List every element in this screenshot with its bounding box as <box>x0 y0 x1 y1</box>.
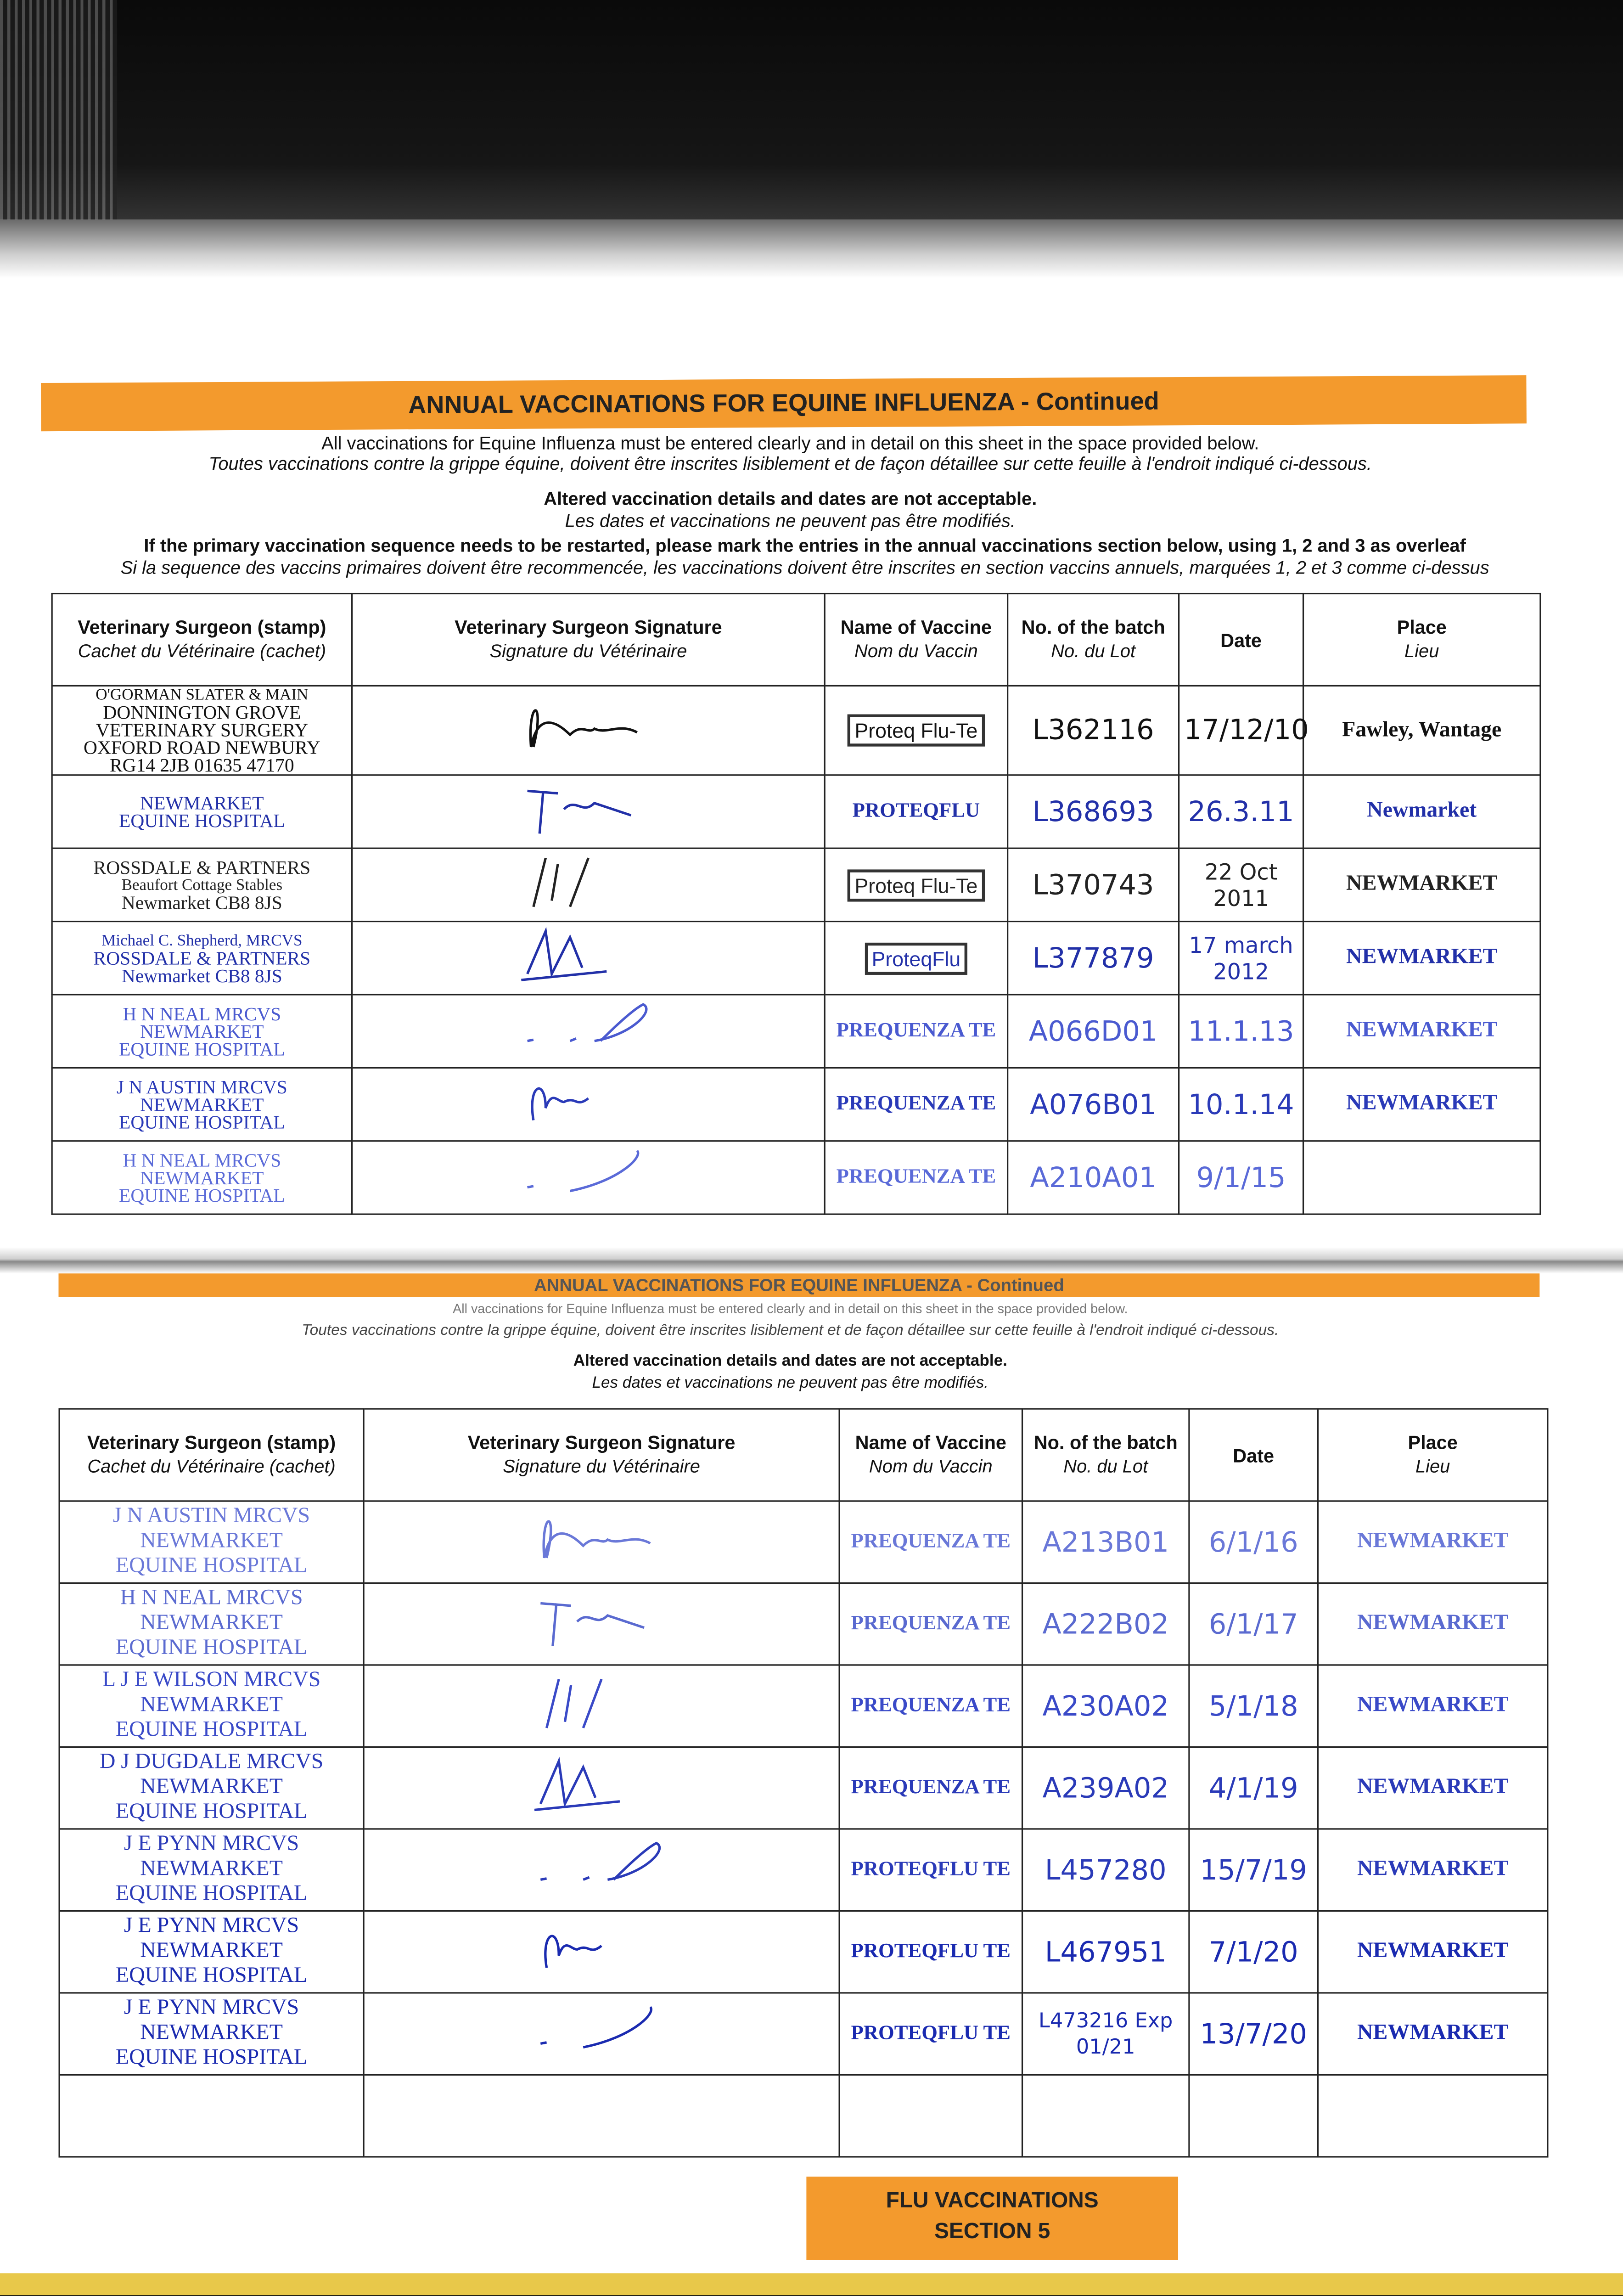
vet-stamp <box>52 1141 352 1214</box>
vaccine-name <box>825 995 1007 1068</box>
table-row <box>52 848 1540 921</box>
vet-stamp <box>52 775 352 848</box>
vaccination-place: NEWMARKET <box>1318 1747 1547 1829</box>
scanner-edge <box>0 2273 1623 2295</box>
vaccination-date: 17 march 2012 <box>1179 922 1303 995</box>
stamp-line: NEWMARKET <box>140 2021 283 2045</box>
header-fr: Cachet du Vétérinaire (cachet) <box>78 641 326 662</box>
stamp-line: NEWMARKET <box>140 1019 264 1041</box>
batch-number: L457280 <box>1022 1829 1189 1911</box>
vaccination-date: 17/12/10 <box>1179 686 1303 775</box>
vaccine-name <box>839 1501 1022 1583</box>
vaccine-name <box>839 1665 1022 1747</box>
column-header <box>825 594 1007 686</box>
vaccination-place <box>1303 1141 1540 1214</box>
stamp-line: EQUINE HOSPITAL <box>116 1718 308 1742</box>
stamp-line: J N AUSTIN MRCVS <box>116 1075 287 1097</box>
vaccination-place: NEWMARKET <box>1303 995 1540 1068</box>
vet-stamp <box>59 1829 364 1911</box>
stamp-line: NEWMARKET <box>140 791 264 813</box>
stamp-line: EQUINE HOSPITAL <box>119 1183 285 1205</box>
top-altered-en: Altered vaccination details and dates are not acceptable. <box>544 489 1037 510</box>
vaccine-name <box>839 1583 1022 1665</box>
column-header <box>1022 1409 1189 1501</box>
vet-signature <box>352 1068 825 1141</box>
vaccination-date: 6/1/16 <box>1189 1501 1318 1583</box>
stamp-line: D J DUGDALE MRCVS <box>99 1750 324 1774</box>
stamp-line: O'GORMAN SLATER & MAIN <box>95 686 309 704</box>
column-header <box>1189 1409 1318 1501</box>
vaccine-text: PREQUENZA TE <box>836 1092 996 1115</box>
bottom-vaccination-table <box>59 1408 1549 2157</box>
header-en: Date <box>1220 629 1262 651</box>
signature-drawing <box>500 925 676 984</box>
batch-number: A213B01 <box>1022 1501 1189 1583</box>
vet-stamp <box>59 1583 364 1665</box>
vet-stamp <box>52 1068 352 1141</box>
top-intro-en: All vaccinations for Equine Influenza must be entered clearly and in detail on this sheet in the space provided below. <box>321 433 1259 454</box>
stamp-line: J N AUSTIN MRCVS <box>113 1504 310 1528</box>
vet-stamp <box>59 1747 364 1829</box>
vaccine-name <box>825 922 1007 995</box>
stamp-line: H N NEAL MRCVS <box>120 1587 303 1610</box>
vaccine-text: PREQUENZA TE <box>836 1165 996 1188</box>
table-row <box>59 1911 1548 1993</box>
vaccination-date: 7/1/20 <box>1189 1911 1318 1993</box>
stamp-line: OXFORD ROAD NEWBURY <box>83 736 320 759</box>
header-en: Name of Vaccine <box>855 1431 1006 1454</box>
header-en: Place <box>1397 616 1447 638</box>
header-row <box>52 594 1540 686</box>
vet-signature <box>364 1911 839 1993</box>
vet-signature <box>364 1665 839 1747</box>
header-row <box>59 1409 1548 1501</box>
header-fr: Nom du Vaccin <box>869 1456 993 1477</box>
vet-stamp <box>59 1911 364 1993</box>
table-row <box>52 686 1540 775</box>
vaccination-place: NEWMARKET <box>1318 1993 1547 2075</box>
header-fr: Nom du Vaccin <box>854 641 978 662</box>
vaccination-date <box>1189 2075 1318 2157</box>
vaccine-text: PREQUENZA TE <box>836 1019 996 1041</box>
scanner-background <box>0 0 1623 234</box>
vet-signature <box>352 848 825 921</box>
vaccine-text: PREQUENZA TE <box>851 1612 1011 1634</box>
signature-drawing <box>500 698 676 756</box>
section-label <box>806 2177 1178 2260</box>
section-line-1: FLU VACCINATIONS <box>886 2188 1099 2213</box>
page-edge <box>0 219 1623 278</box>
vaccination-place: NEWMARKET <box>1318 1665 1547 1747</box>
vaccine-name <box>839 1911 1022 1993</box>
vaccination-date: 9/1/15 <box>1179 1141 1303 1214</box>
vet-signature <box>364 2075 839 2157</box>
signature-drawing <box>514 1755 690 1814</box>
table-row <box>52 775 1540 848</box>
stamp-line: NEWMARKET <box>140 1857 283 1881</box>
header-fr: No. du Lot <box>1063 1456 1148 1477</box>
table-row <box>52 922 1540 995</box>
table-row <box>59 1993 1548 2075</box>
stamp-line: J E PYNN MRCVS <box>124 1914 299 1938</box>
vet-signature <box>364 1747 839 1829</box>
column-header <box>839 1409 1022 1501</box>
stamp-line: ROSSDALE & PARTNERS <box>93 855 311 878</box>
stamp-line: RG14 2JB 01635 47170 <box>109 754 294 776</box>
stamp-line: NEWMARKET <box>140 1939 283 1963</box>
stamp-line: EQUINE HOSPITAL <box>116 1882 308 1906</box>
stamp-line: L J E WILSON MRCVS <box>102 1668 321 1692</box>
signature-drawing <box>500 1071 676 1130</box>
table-row <box>59 1747 1548 1829</box>
vet-signature <box>364 1583 839 1665</box>
table-row <box>52 1141 1540 1214</box>
top-altered-fr: Les dates et vaccinations ne peuvent pas être modifiés. <box>565 511 1016 532</box>
header-en: No. of the batch <box>1033 1431 1178 1454</box>
vaccine-text: PROTEQFLU TE <box>851 2022 1011 2044</box>
vaccination-date: 6/1/17 <box>1189 1583 1318 1665</box>
vaccine-name <box>825 775 1007 848</box>
vaccination-place: NEWMARKET <box>1318 1911 1547 1993</box>
vaccination-date: 26.3.11 <box>1179 775 1303 848</box>
vaccination-date: 15/7/19 <box>1189 1829 1318 1911</box>
table-row <box>52 995 1540 1068</box>
column-header <box>364 1409 839 1501</box>
stamp-line: NEWMARKET <box>140 1611 283 1635</box>
stamp-line: DONNINGTON GROVE <box>103 701 301 723</box>
vaccination-date: 5/1/18 <box>1189 1665 1318 1747</box>
batch-number: A210A01 <box>1008 1141 1179 1214</box>
column-header <box>52 594 352 686</box>
header-en: Place <box>1408 1431 1458 1454</box>
vaccine-text: PREQUENZA TE <box>851 1776 1011 1798</box>
bottom-intro-fr: Toutes vaccinations contre la grippe équine, doivent être inscrites lisiblement et de façon détaillee sur cette feuille à l'endroit indiqué ci-dessous. <box>302 1322 1279 1339</box>
signature-drawing <box>500 852 676 911</box>
vet-stamp <box>59 1665 364 1747</box>
vet-stamp <box>52 995 352 1068</box>
header-fr: No. du Lot <box>1051 641 1136 662</box>
batch-number: A239A02 <box>1022 1747 1189 1829</box>
vet-stamp <box>59 2075 364 2157</box>
vaccination-place: NEWMARKET <box>1318 1829 1547 1911</box>
vet-signature <box>364 1993 839 2075</box>
vet-stamp <box>59 1993 364 2075</box>
header-fr: Signature du Vétérinaire <box>503 1456 700 1477</box>
batch-number: L377879 <box>1008 922 1179 995</box>
stamp-line: NEWMARKET <box>140 1530 283 1553</box>
stamp-line: EQUINE HOSPITAL <box>116 1636 308 1660</box>
stamp-line: H N NEAL MRCVS <box>123 1002 281 1024</box>
vaccine-name <box>825 1141 1007 1214</box>
vaccination-date: 4/1/19 <box>1189 1747 1318 1829</box>
stamp-line: NEWMARKET <box>140 1165 264 1188</box>
column-header <box>1318 1409 1547 1501</box>
scan-artifact <box>0 0 117 219</box>
column-header <box>352 594 825 686</box>
vet-signature <box>352 995 825 1068</box>
vaccination-place: NEWMARKET <box>1303 1068 1540 1141</box>
table-row <box>59 1829 1548 1911</box>
vaccine-name <box>825 848 1007 921</box>
vet-signature <box>352 775 825 848</box>
vet-stamp <box>52 922 352 995</box>
vaccination-place: NEWMARKET <box>1318 1583 1547 1665</box>
header-en: Veterinary Surgeon (stamp) <box>78 616 326 638</box>
vaccine-name <box>825 686 1007 775</box>
vet-signature <box>364 1501 839 1583</box>
stamp-line: EQUINE HOSPITAL <box>116 1800 308 1824</box>
signature-drawing <box>500 779 676 838</box>
vet-signature <box>352 686 825 775</box>
stamp-line: EQUINE HOSPITAL <box>119 1037 285 1059</box>
column-header <box>1008 594 1179 686</box>
vaccine-text: Proteq Flu-Te <box>848 869 985 901</box>
column-header <box>1303 594 1540 686</box>
stamp-line: EQUINE HOSPITAL <box>116 1554 308 1578</box>
signature-drawing <box>514 1591 690 1650</box>
stamp-line: VETERINARY SURGERY <box>95 719 309 741</box>
vaccine-name <box>839 1829 1022 1911</box>
stamp-line: NEWMARKET <box>140 1694 283 1717</box>
signature-drawing <box>514 1837 690 1896</box>
batch-number: L467951 <box>1022 1911 1189 1993</box>
signature-drawing <box>514 1509 690 1568</box>
header-en: Veterinary Surgeon (stamp) <box>87 1431 336 1454</box>
vaccination-date: 22 Oct 2011 <box>1179 848 1303 921</box>
vaccine-text: PREQUENZA TE <box>851 1530 1011 1553</box>
batch-number: A076B01 <box>1008 1068 1179 1141</box>
vet-signature <box>352 922 825 995</box>
top-restart-fr: Si la sequence des vaccins primaires doivent être recommencée, les vaccinations doivent être inscrites en section vaccins annuels, marquées 1, 2 et 3 comme ci-dessus <box>120 557 1489 579</box>
header-en: Veterinary Surgeon Signature <box>467 1431 736 1454</box>
vaccination-place: Newmarket <box>1303 775 1540 848</box>
table-row <box>59 1501 1548 1583</box>
vaccine-name <box>839 1993 1022 2075</box>
stamp-line: J E PYNN MRCVS <box>124 1996 299 2020</box>
batch-number <box>1022 2075 1189 2157</box>
batch-number: A222B02 <box>1022 1583 1189 1665</box>
batch-number: A230A02 <box>1022 1665 1189 1747</box>
stamp-line: EQUINE HOSPITAL <box>116 1964 308 1988</box>
top-restart-en: If the primary vaccination sequence needs to be restarted, please mark the entries in the annual vaccinations section below, using 1, 2 and 3 as overleaf <box>144 535 1466 557</box>
batch-number: L473216 Exp 01/21 <box>1022 1993 1189 2075</box>
signature-drawing <box>500 998 676 1057</box>
signature-drawing <box>514 2001 690 2060</box>
bottom-intro-en: All vaccinations for Equine Influenza must be entered clearly and in detail on this sheet in the space provided below. <box>453 1301 1128 1316</box>
bottom-banner: ANNUAL VACCINATIONS FOR EQUINE INFLUENZA - Continued <box>59 1273 1540 1297</box>
vaccination-date: 11.1.13 <box>1179 995 1303 1068</box>
stamp-line: NEWMARKET <box>140 1775 283 1799</box>
vet-stamp <box>52 848 352 921</box>
header-fr: Lieu <box>1404 641 1439 662</box>
table-row <box>59 1665 1548 1747</box>
batch-number: L370743 <box>1008 848 1179 921</box>
section-line-2: SECTION 5 <box>934 2219 1050 2244</box>
vet-stamp <box>52 686 352 775</box>
vaccination-date: 13/7/20 <box>1189 1993 1318 2075</box>
batch-number: L362116 <box>1008 686 1179 775</box>
vaccine-name <box>839 1747 1022 1829</box>
table-row <box>59 2075 1548 2157</box>
header-fr: Signature du Vétérinaire <box>489 641 687 662</box>
stamp-line: NEWMARKET <box>140 1092 264 1115</box>
stamp-line: Newmarket CB8 8JS <box>121 964 282 986</box>
stamp-line: Newmarket CB8 8JS <box>121 890 282 913</box>
vaccination-place: NEWMARKET <box>1303 848 1540 921</box>
batch-number: L368693 <box>1008 775 1179 848</box>
column-header <box>1179 594 1303 686</box>
stamp-line: EQUINE HOSPITAL <box>116 2046 308 2070</box>
vaccine-text: PREQUENZA TE <box>851 1694 1011 1716</box>
stamp-line: Beaufort Cottage Stables <box>121 876 283 894</box>
header-en: No. of the batch <box>1021 616 1165 638</box>
page-fold <box>0 1247 1623 1273</box>
vaccination-place: Fawley, Wantage <box>1303 686 1540 775</box>
stamp-line: ROSSDALE & PARTNERS <box>93 946 311 968</box>
vaccine-text: ProteqFlu <box>865 942 968 974</box>
signature-drawing <box>514 1919 690 1978</box>
signature-drawing <box>500 1145 676 1204</box>
vaccine-text: Proteq Flu-Te <box>848 715 985 747</box>
top-banner: ANNUAL VACCINATIONS FOR EQUINE INFLUENZA - Continued <box>41 375 1527 431</box>
vaccination-date: 10.1.14 <box>1179 1068 1303 1141</box>
stamp-line: EQUINE HOSPITAL <box>119 1110 285 1132</box>
vaccine-text: PROTEQFLU TE <box>851 1858 1011 1880</box>
vaccination-place: NEWMARKET <box>1318 1501 1547 1583</box>
top-vaccination-table <box>51 593 1541 1215</box>
header-en: Date <box>1233 1444 1275 1466</box>
stamp-line: H N NEAL MRCVS <box>123 1148 281 1171</box>
vaccine-name <box>839 2075 1022 2157</box>
vaccine-name <box>825 1068 1007 1141</box>
header-fr: Cachet du Vétérinaire (cachet) <box>87 1456 336 1477</box>
header-en: Veterinary Surgeon Signature <box>455 616 722 638</box>
bottom-altered-fr: Les dates et vaccinations ne peuvent pas être modifiés. <box>592 1374 989 1392</box>
signature-drawing <box>514 1673 690 1732</box>
vet-stamp <box>59 1501 364 1583</box>
table-row <box>52 1068 1540 1141</box>
vet-signature <box>364 1829 839 1911</box>
top-intro-fr: Toutes vaccinations contre la grippe équine, doivent être inscrites lisiblement et de façon détaillee sur cette feuille à l'endroit indiqué ci-dessous. <box>208 454 1372 474</box>
vaccination-place <box>1318 2075 1547 2157</box>
vaccination-place: NEWMARKET <box>1303 922 1540 995</box>
batch-number: A066D01 <box>1008 995 1179 1068</box>
stamp-line: J E PYNN MRCVS <box>124 1832 299 1856</box>
header-en: Name of Vaccine <box>840 616 992 638</box>
vet-signature <box>352 1141 825 1214</box>
table-row <box>59 1583 1548 1665</box>
column-header <box>59 1409 364 1501</box>
stamp-line: EQUINE HOSPITAL <box>119 809 285 831</box>
vaccine-text: PROTEQFLU <box>852 800 980 822</box>
vaccine-text: PROTEQFLU TE <box>851 1940 1011 1962</box>
stamp-line: Michael C. Shepherd, MRCVS <box>101 931 303 950</box>
header-fr: Lieu <box>1415 1456 1450 1477</box>
bottom-altered-en: Altered vaccination details and dates are not acceptable. <box>573 1352 1007 1370</box>
